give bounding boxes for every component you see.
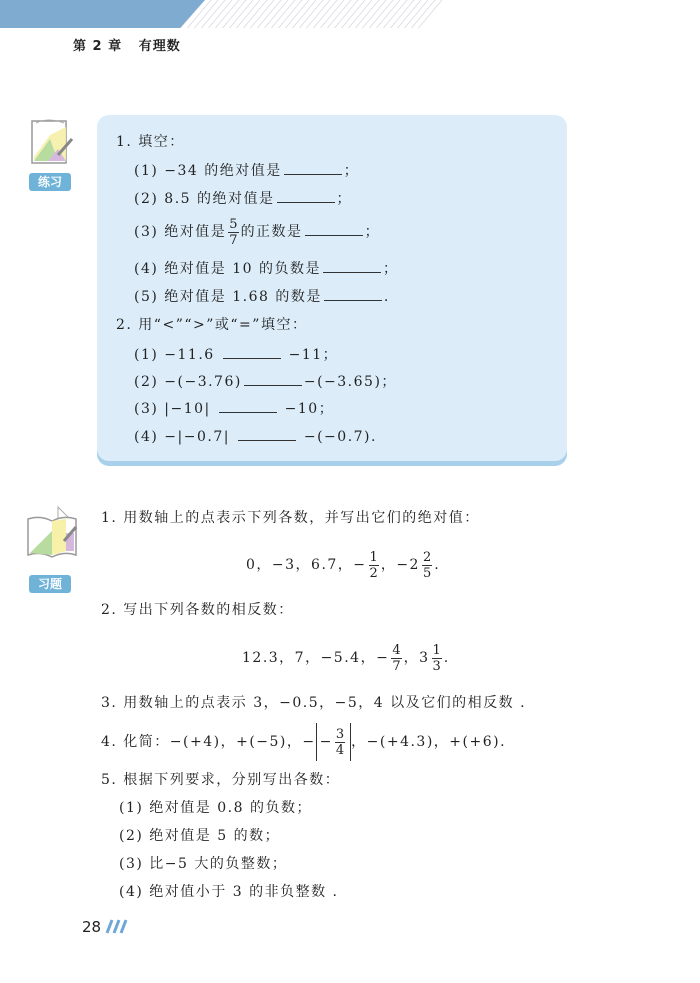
number-list: ，−2	[380, 557, 420, 573]
answer-blank[interactable]	[305, 221, 363, 236]
fraction	[335, 727, 345, 758]
numerator: 1	[432, 642, 441, 658]
exercise-5-item: (3) 比−5 大的负整数；	[119, 856, 288, 872]
answer-blank[interactable]	[223, 344, 281, 359]
item-punct: ；	[343, 163, 360, 179]
answer-blank[interactable]	[324, 286, 382, 301]
numerator: 2	[422, 549, 432, 565]
fraction	[391, 643, 401, 674]
practice-q1-stem: 1. 填空：	[116, 134, 185, 150]
exercise-1-stem: 1. 用数轴上的点表示下列各数，并写出它们的绝对值：	[101, 510, 480, 526]
exercise-5-item: (4) 绝对值小于 3 的非负整数 .	[119, 884, 339, 900]
fraction	[228, 217, 238, 248]
exercise-5-item: (1) 绝对值是 0.8 的负数；	[119, 800, 312, 816]
practice-q2-item	[134, 426, 377, 447]
exercise-4	[101, 723, 506, 761]
exercises-tag: 习题	[29, 575, 71, 593]
practice-q2-item	[134, 371, 397, 392]
item-text: (2) 8.5 的绝对值是	[134, 191, 275, 207]
fraction	[422, 550, 432, 581]
answer-blank[interactable]	[219, 398, 277, 413]
item-text: (3) |−10|	[134, 401, 211, 417]
practice-q1-item	[134, 214, 380, 250]
practice-q1-item	[134, 286, 390, 307]
practice-q2-item	[134, 398, 334, 419]
item-text: (1) −11.6	[134, 347, 215, 363]
denominator: 4	[335, 742, 345, 758]
punct: .	[434, 557, 441, 573]
practice-q2-item	[134, 344, 338, 365]
item-text: −11；	[288, 347, 339, 363]
page-number-text: 28	[82, 918, 102, 936]
item-text: ，−(+4.3)，+(+6).	[351, 734, 507, 750]
denominator: 3	[432, 658, 441, 674]
exercise-1-numbers	[246, 546, 440, 584]
denominator: 7	[229, 232, 238, 248]
denominator: 5	[422, 565, 432, 581]
exercise-5-stem: 5. 根据下列要求，分别写出各数：	[101, 772, 341, 788]
item-text: −(−3.65)；	[303, 374, 397, 390]
numerator: 1	[369, 549, 378, 565]
numerator: 5	[229, 216, 238, 232]
answer-blank[interactable]	[244, 371, 302, 386]
item-text: −(−0.7).	[303, 429, 377, 445]
chapter-number: 第 2 章	[73, 39, 123, 54]
practice-q1-item	[134, 188, 352, 209]
answer-blank[interactable]	[323, 258, 381, 273]
number-list: 0，−3，6.7，−	[246, 557, 367, 573]
item-text: (4) 绝对值是 10 的负数是	[134, 261, 321, 277]
minus-sign: −	[319, 734, 333, 750]
exercise-3: 3. 用数轴上的点表示 3，−0.5，−5，4 以及它们的相反数 .	[101, 695, 527, 711]
page-number	[82, 918, 129, 936]
item-punct: .	[383, 289, 390, 305]
item-punct: ；	[383, 261, 399, 277]
practice-tag: 练习	[29, 173, 71, 191]
answer-blank[interactable]	[238, 426, 296, 441]
item-text: (5) 绝对值是 1.68 的数是	[134, 289, 322, 305]
practice-q1-item	[134, 160, 359, 181]
item-punct: ；	[336, 191, 352, 207]
numerator: 4	[392, 642, 401, 658]
header-banner	[0, 0, 700, 28]
item-text: −10；	[284, 401, 335, 417]
number-list: ，3	[403, 650, 430, 666]
item-text: (3) 绝对值是	[134, 224, 227, 240]
slash-decoration-icon	[103, 918, 129, 934]
item-punct: ；	[364, 224, 381, 240]
fraction	[432, 643, 442, 674]
open-book-icon	[24, 505, 80, 565]
exercise-2-stem: 2. 写出下列各数的相反数：	[101, 602, 294, 618]
absolute-value	[316, 723, 352, 761]
notebook-pencil-icon	[28, 113, 74, 169]
practice-q2-stem: 2. 用“<”“>”或“=”填空：	[116, 317, 308, 333]
numerator: 3	[335, 726, 345, 742]
item-text: 的正数是	[240, 224, 303, 240]
number-list: 12.3，7，−5.4，−	[242, 650, 390, 666]
exercise-5-item: (2) 绝对值是 5 的数；	[119, 828, 281, 844]
item-text: (4) −|−0.7|	[134, 429, 230, 445]
punct: .	[443, 650, 450, 666]
chapter-heading	[73, 35, 181, 54]
answer-blank[interactable]	[277, 188, 335, 203]
denominator: 2	[369, 565, 378, 581]
exercise-2-numbers	[242, 639, 450, 677]
chapter-title: 有理数	[138, 39, 181, 54]
item-text: 4. 化简：−(+4)，+(−5)，−	[101, 734, 316, 750]
item-text: (2) −(−3.76)	[134, 374, 242, 390]
answer-blank[interactable]	[284, 160, 342, 175]
fraction	[369, 550, 379, 581]
practice-q1-item	[134, 258, 399, 279]
denominator: 7	[392, 658, 401, 674]
item-text: (1) −34 的绝对值是	[134, 163, 282, 179]
